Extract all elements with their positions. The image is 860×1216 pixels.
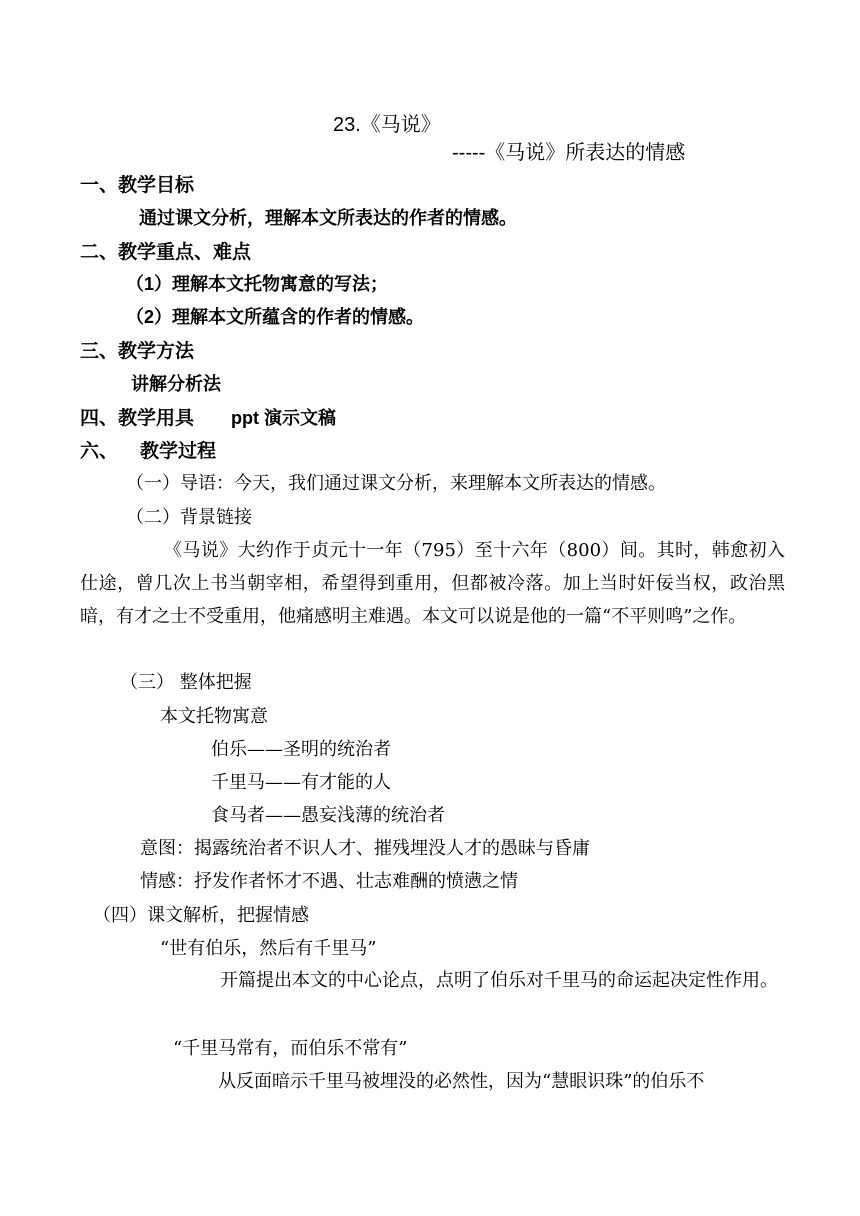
section-heading-goal: 一、教学目标: [80, 175, 195, 196]
key-point-item: （1）理解本文托物寓意的写法；: [126, 274, 389, 294]
intro-text: （一）导语：今天，我们通过课文分析，来理解本文所表达的情感。: [126, 473, 666, 494]
overall-heading: （三） 整体把握: [120, 672, 252, 693]
intent-text: 意图：揭露统治者不识人才、摧残埋没人才的愚昧与昏庸: [140, 838, 590, 859]
emotion-text: 情感：抒发作者怀才不遇、壮志难酬的愤懑之情: [140, 871, 518, 892]
section-heading-key-points: 二、教学重点、难点: [80, 242, 252, 263]
quote-text: “世有伯乐，然后有千里马”: [160, 938, 377, 959]
quote-explanation: 从反面暗示千里马被埋没的必然性，因为“慧眼识珠”的伯乐不: [218, 1071, 705, 1092]
key-point-item: （2）理解本文所蕴含的作者的情感。: [126, 307, 425, 327]
page-title: 23.《马说》: [333, 114, 441, 136]
metaphor-item: 食马者——愚妄浅薄的统治者: [211, 805, 445, 826]
section-heading-tools: 四、教学用具: [80, 408, 195, 429]
analysis-heading: （四）课文解析，把握情感: [93, 905, 309, 926]
quote-explanation: 开篇提出本文的中心论点，点明了伯乐对千里马的命运起决定性作用。: [220, 970, 778, 991]
section-heading-method: 三、教学方法: [80, 341, 195, 362]
tools-text: ppt 演示文稿: [231, 408, 336, 428]
background-heading: （二）背景链接: [126, 507, 252, 528]
quote-text: “千里马常有，而伯乐不常有”: [173, 1038, 408, 1059]
metaphor-item: 千里马——有才能的人: [211, 772, 391, 793]
page-subtitle: -----《马说》所表达的情感: [452, 142, 686, 164]
metaphor-item: 伯乐——圣明的统治者: [211, 739, 391, 760]
section-heading-number-process: 六、: [80, 441, 119, 462]
goal-text: 通过课文分析，理解本文所表达的作者的情感。: [139, 208, 517, 228]
method-text: 讲解分析法: [131, 374, 221, 394]
overall-subheading: 本文托物寓意: [160, 706, 268, 727]
background-paragraph: 《马说》大约作于贞元十一年（795）至十六年（800）间。其时，韩愈初入仕途，曾几次上书当朝宰相，希望得到重用，但都被冷落。加上当时奸佞当权，政治黑暗，有才之士不受重用，他痛感明主难遇。本文可以说是他的一篇“不平则鸣”之作。: [80, 540, 785, 627]
section-heading-process: 教学过程: [140, 441, 217, 462]
